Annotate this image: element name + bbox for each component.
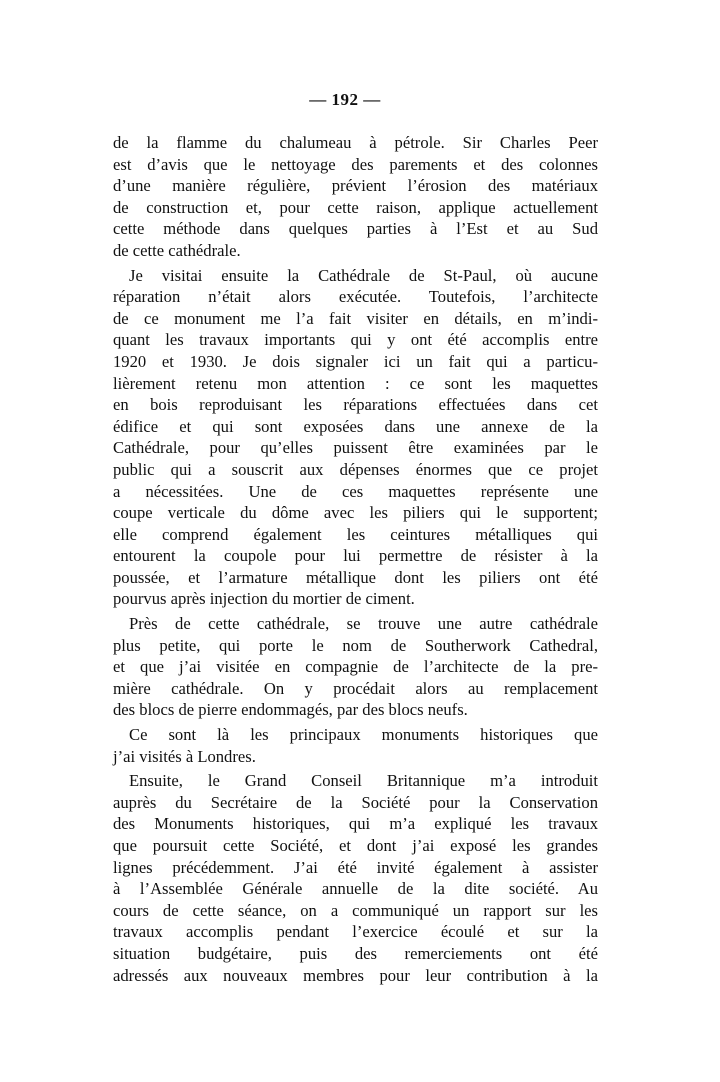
text-line: édifice et qui sont exposées dans une annexe de la (113, 416, 598, 436)
page-number: — 192 — (309, 90, 381, 109)
text-line: public qui a souscrit aux dépenses énormes que ce projet (113, 459, 598, 479)
text-line: de construction et, pour cette raison, applique actuellement (113, 197, 598, 217)
text-line: Je visitai ensuite la Cathédrale de St-Paul, où aucune (129, 265, 598, 285)
text-line: de ce monument me l’a fait visiter en détails, en m’indi- (113, 308, 598, 328)
text-line: mière cathédrale. On y procédait alors au remplacement (113, 678, 598, 698)
text-line: Près de cette cathédrale, se trouve une autre cathédrale (129, 614, 598, 634)
paragraph (113, 724, 598, 767)
text-line: que poursuit cette Société, et dont j’ai exposé les grandes (113, 836, 598, 855)
text-line: et que j’ai visitée en compagnie de l’architecte de la pre- (113, 657, 598, 677)
text-line: en bois reproduisant les réparations effectuées dans cet (113, 395, 598, 415)
text-line: est d’avis que le nettoyage des parements et des colonnes (113, 154, 598, 174)
text-line: lièrement retenu mon attention : ce sont les maquettes (113, 373, 598, 393)
text-line: adressés aux nouveaux membres pour leur contribution à la (113, 965, 598, 985)
paragraph (113, 132, 598, 262)
body-text (113, 132, 598, 989)
text-line: poussée, et l’armature métallique dont les piliers ont été (113, 567, 598, 587)
paragraph (113, 265, 598, 611)
text-line: j’ai visités à Londres. (113, 746, 256, 766)
text-line: de la flamme du chalumeau à pétrole. Sir Charles Peer (113, 133, 598, 152)
text-line: de cette cathédrale. (113, 240, 241, 260)
text-line: réparation n’était alors exécutée. Toutefois, l’architecte (113, 287, 598, 307)
text-line: d’une manière régulière, prévient l’érosion des matériaux (113, 176, 598, 196)
text-line: des Monuments historiques, qui m’a expliqué les travaux (113, 814, 598, 834)
text-line: auprès du Secrétaire de la Société pour la Conservation (113, 792, 598, 812)
text-line: Ce sont là les principaux monuments historiques que (129, 725, 598, 745)
text-line: à l’Assemblée Générale annuelle de la dite société. Au (113, 879, 598, 899)
text-line: travaux accomplis pendant l’exercice écoulé et sur la (113, 922, 598, 942)
text-line: plus petite, qui porte le nom de Southerwork Cathedral, (113, 635, 598, 655)
text-line: a nécessitées. Une de ces maquettes représente une (113, 481, 598, 501)
text-line: Cathédrale, pour qu’elles puissent être examinées par le (113, 438, 598, 458)
paragraph (113, 770, 598, 986)
text-line: elle comprend également les ceintures métalliques qui (113, 524, 598, 544)
text-line: pourvus après injection du mortier de ciment. (113, 589, 415, 609)
text-line: 1920 et 1930. Je dois signaler ici un fait qui a particu- (113, 351, 598, 371)
text-line: Ensuite, le Grand Conseil Britannique m’a introduit (129, 771, 598, 791)
text-line: des blocs de pierre endommagés, par des blocs neufs. (113, 700, 468, 720)
paragraph (113, 613, 598, 721)
text-line: lignes précédemment. J’ai été invité également à assister (113, 857, 598, 877)
text-line: cette méthode dans quelques parties à l’Est et au Sud (113, 219, 598, 239)
text-line: coupe verticale du dôme avec les piliers qui le supportent; (113, 503, 598, 523)
text-line: situation budgétaire, puis des remerciements ont été (113, 943, 598, 963)
text-line: cours de cette séance, on a communiqué un rapport sur les (113, 900, 598, 920)
text-line: quant les travaux importants qui y ont été accomplis entre (113, 330, 598, 350)
text-line: entourent la coupole pour lui permettre de résister à la (113, 546, 598, 566)
